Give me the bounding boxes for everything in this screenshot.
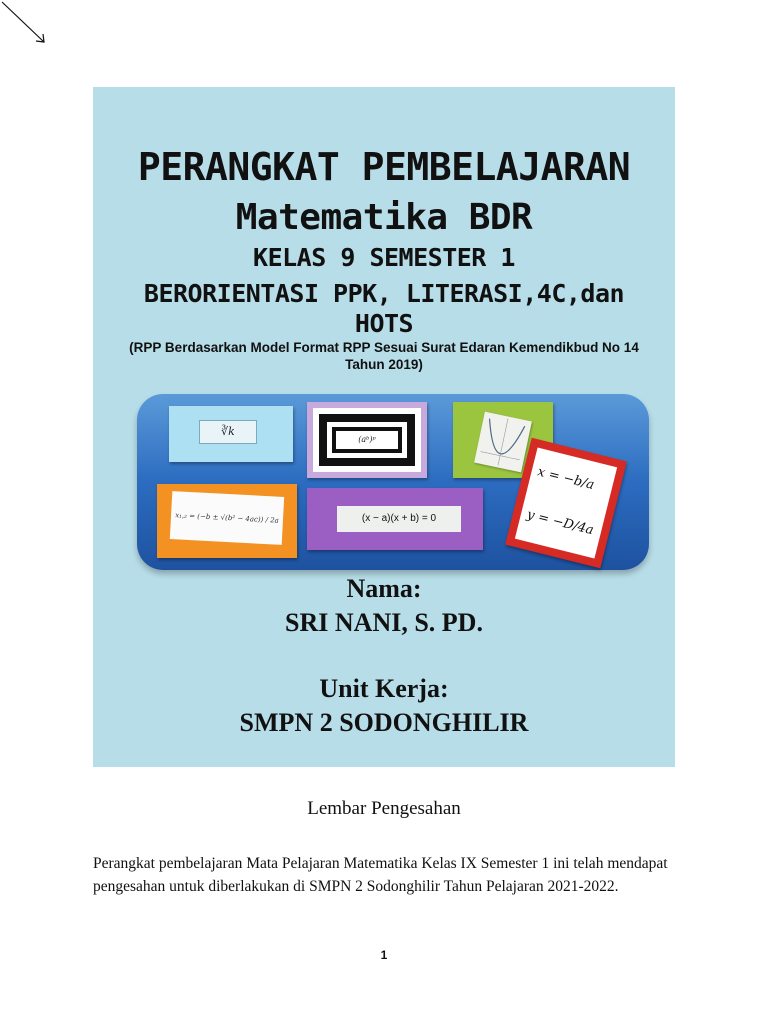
graph-paper-icon <box>474 412 532 473</box>
approval-paragraph: Perangkat pembelajaran Mata Pelajaran Matematika Kelas IX Semester 1 ini telah mendapat pengesahan untuk diberlakukan di SMPN 2 Sodonghilir Tahun Pelajaran 2021-2022. <box>93 855 668 895</box>
page-number: 1 <box>380 948 388 962</box>
quadratic-formula: x₁,₂ = (−b ± √(b² − 4ac)) / 2a <box>170 491 284 545</box>
quadratic-formula-tile <box>157 484 297 558</box>
name-value: SRI NANI, S. PD. <box>285 608 483 637</box>
approval-heading: Lembar Pengesahan <box>307 798 461 819</box>
cover-title-line5: HOTS <box>354 309 414 338</box>
work-unit-label: Unit Kerja: <box>319 674 449 703</box>
factor-tile <box>307 488 483 550</box>
power-tile <box>307 402 427 478</box>
cover-title-line3: KELAS 9 SEMESTER 1 <box>253 243 515 272</box>
arrow-down-right-icon <box>0 0 52 50</box>
cover-title-line2: Matematika BDR <box>235 197 533 238</box>
math-banner-image <box>137 394 649 570</box>
cover-title-line4: BERORIENTASI PPK, LITERASI,4C,dan <box>143 279 625 308</box>
vertex-y-expression: y = −D/4a <box>525 507 596 539</box>
vertex-x-expression: x = −b/a <box>535 464 596 494</box>
factor-expression: (x − a)(x + b) = 0 <box>337 506 461 532</box>
root-expression: ∛k <box>199 420 257 444</box>
cover-title-line1: PERANGKAT PEMBELAJARAN <box>137 145 631 189</box>
root-tile <box>169 406 293 462</box>
work-unit-value: SMPN 2 SODONGHILIR <box>239 708 529 737</box>
cover-note: (RPP Berdasarkan Model Format RPP Sesuai Surat Edaran Kemendikbud No 14 Tahun 2019) <box>129 340 639 372</box>
name-label: Nama: <box>346 574 422 603</box>
power-expression: (aᵇ)ᵖ <box>336 431 398 449</box>
cover-panel <box>93 87 675 767</box>
